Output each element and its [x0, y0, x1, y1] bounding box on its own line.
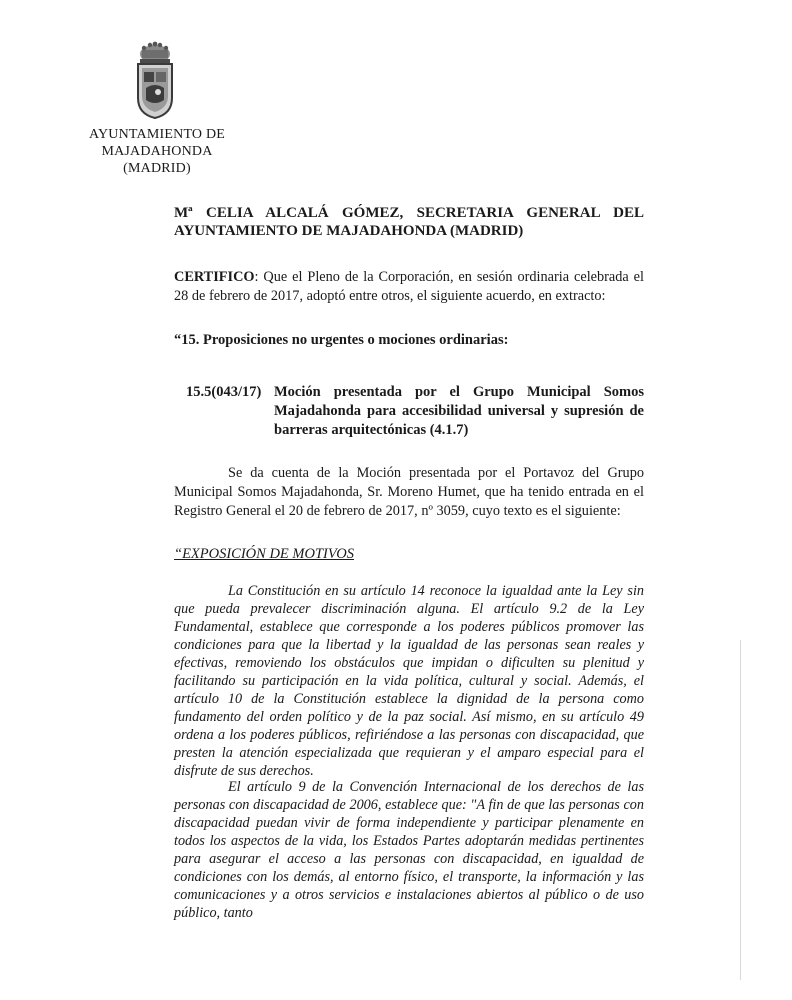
exposicion-paragraph-2-text: El artículo 9 de la Convención Internacional de los derechos de las personas con discapacidad de 2006, establece que: "A fin de que las personas con discapacidad puedan vivir de forma independiente y participar plenamente en todos los aspectos de la vida, los Estados Partes adoptarán medidas pertinentes para asegurar el acceso a las personas con discapacidad, en igualdad de condiciones con los demás, al entorno físico, el transporte, la información y las comunicaciones y a otros servicios e instalaciones abiertos al público o de uso público, tanto	[174, 779, 644, 921]
exposicion-heading: “EXPOSICIÓN DE MOTIVOS	[174, 546, 354, 562]
exposicion-paragraph-1	[174, 582, 644, 780]
section-heading: “15. Proposiciones no urgentes o mociones ordinarias:	[174, 332, 509, 348]
motion-title: Moción presentada por el Grupo Municipal Somos Majadahonda para accesibilidad universal y supresión de barreras arquitectónicas (4.1.7)	[274, 384, 644, 438]
exposicion-paragraph-1-text: La Constitución en su artículo 14 reconoce la igualdad ante la Ley sin que pueda prevalecer discriminación alguna. El artículo 9.2 de la Ley Fundamental, establece que corresponde a los poderes públicos promover las condiciones para que la libertad y la igualdad de las personas sean reales y efectivas, removiendo los obstáculos que impidan o dificulten su plenitud y facilitando su participación en la vida política, cultural y social. Además, el artículo 10 de la Constitución establece la dignidad de la persona como fundamento del orden político y de la paz social. Así mismo, en su artículo 49 ordena a los poderes públicos, refiriéndose a las personas con discapacidad, que presten la atención especializada que requieran y el amparo especial para el disfrute de sus derechos.	[174, 583, 644, 779]
intro-paragraph	[174, 464, 644, 521]
motion-number: 15.5(043/17)	[186, 384, 262, 400]
certifico-text: : Que el Pleno de la Corporación, en sesión ordinaria celebrada el 28 de febrero de 2017, adoptó entre otros, el siguiente acuerdo, en extracto:	[174, 269, 644, 304]
org-name-line3: (MADRID)	[123, 161, 191, 176]
scan-margin-mark	[740, 640, 741, 980]
certifico-label: CERTIFICO	[174, 269, 255, 285]
organization-header	[82, 126, 232, 177]
municipal-coat-of-arms-icon	[128, 40, 182, 122]
org-name-line2: MAJADAHONDA	[101, 144, 213, 159]
exposicion-paragraph-2	[174, 778, 644, 922]
org-name-line1: AYUNTAMIENTO DE	[88, 127, 226, 142]
document-title: Mª CELIA ALCALÁ GÓMEZ, SECRETARIA GENERAL DEL AYUNTAMIENTO DE MAJADAHONDA (MADRID)	[174, 205, 644, 239]
certification-paragraph	[174, 268, 644, 306]
intro-text: Se da cuenta de la Moción presentada por el Portavoz del Grupo Municipal Somos Majadahonda, Sr. Moreno Humet, que ha tenido entrada en el Registro General el 20 de febrero de 2017, nº 3059, cuyo texto es el siguiente:	[174, 465, 644, 519]
